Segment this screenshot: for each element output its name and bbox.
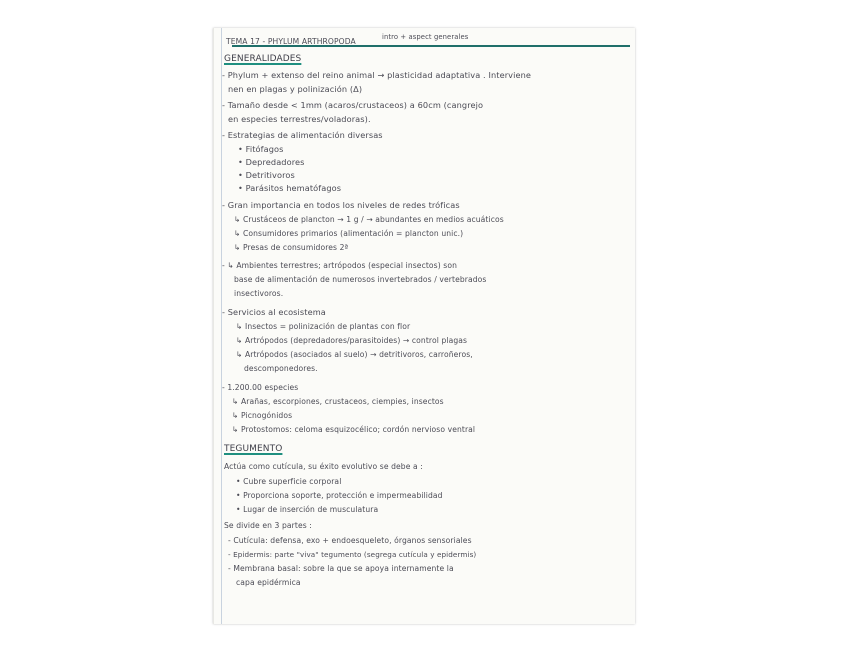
topic-tag: intro + aspect generales <box>382 33 469 41</box>
list-item: • Parásitos hematófagos <box>238 183 342 193</box>
notebook-page <box>213 28 635 624</box>
note-line: - Estrategias de alimentación diversas <box>222 130 383 140</box>
note-line: - Phylum + extenso del reino animal → plasticidad adaptativa . Interviene <box>222 70 532 80</box>
sub-item: ↳ Artrópodos (asociados al suelo) → detritivoros, carroñeros, <box>236 350 473 359</box>
note-line: Actúa como cutícula, su éxito evolutivo se debe a : <box>224 462 423 471</box>
note-line: - Tamaño desde < 1mm (acaros/crustaceos) a 60cm (cangrejo <box>222 100 484 110</box>
note-line: insectivoros. <box>234 289 284 298</box>
sub-item: ↳ Crustáceos de plancton → 1 g / → abundantes en medios acuáticos <box>234 215 504 224</box>
note-line: Se divide en 3 partes : <box>224 521 312 530</box>
note-line: - 1.200.00 especies <box>222 383 299 392</box>
note-line: en especies terrestres/voladoras). <box>228 114 371 124</box>
list-item: • Proporciona soporte, protección e impermeabilidad <box>236 491 443 500</box>
note-line: - Epidermis: parte "viva" tegumento (segrega cutícula y epidermis) <box>228 550 477 559</box>
note-line: nen en plagas y polinización (Δ) <box>228 84 363 94</box>
sub-item: ↳ Artrópodos (depredadores/parasitoides) → control plagas <box>236 336 468 345</box>
note-line: base de alimentación de numerosos invertebrados / vertebrados <box>234 275 487 284</box>
section-heading-generalidades: GENERALIDADES <box>224 54 302 64</box>
sub-item: ↳ Presas de consumidores 2ª <box>234 243 349 252</box>
list-item: • Lugar de inserción de musculatura <box>236 505 379 514</box>
note-line: - Servicios al ecosistema <box>222 307 326 317</box>
list-item: • Detritivoros <box>238 170 295 180</box>
section-heading-tegumento: TEGUMENTO <box>224 444 283 454</box>
note-line: - Membrana basal: sobre la que se apoya internamente la <box>228 564 454 573</box>
list-item: • Fitófagos <box>238 144 284 154</box>
sub-item: ↳ Picnogónidos <box>232 411 293 420</box>
list-item: • Cubre superficie corporal <box>236 477 342 486</box>
page-title: TEMA 17 - PHYLUM ARTHROPODA <box>226 37 356 46</box>
sub-item: ↳ Arañas, escorpiones, crustaceos, ciempies, insectos <box>232 397 444 406</box>
note-line: - ↳ Ambientes terrestres; artrópodos (especial insectos) son <box>222 261 458 270</box>
sub-item: ↳ Consumidores primarios (alimentación = plancton unic.) <box>234 229 464 238</box>
note-line: capa epidérmica <box>236 578 301 587</box>
sub-item: descomponedores. <box>244 364 318 373</box>
sub-item: ↳ Insectos = polinización de plantas con flor <box>236 322 411 331</box>
note-line: - Cutícula: defensa, exo + endoesqueleto, órganos sensoriales <box>228 536 472 545</box>
margin-line <box>221 28 222 624</box>
sub-item: ↳ Protostomos: celoma esquizocélico; cordón nervioso ventral <box>232 425 476 434</box>
list-item: • Depredadores <box>238 157 305 167</box>
note-line: - Gran importancia en todos los niveles de redes tróficas <box>222 200 460 210</box>
